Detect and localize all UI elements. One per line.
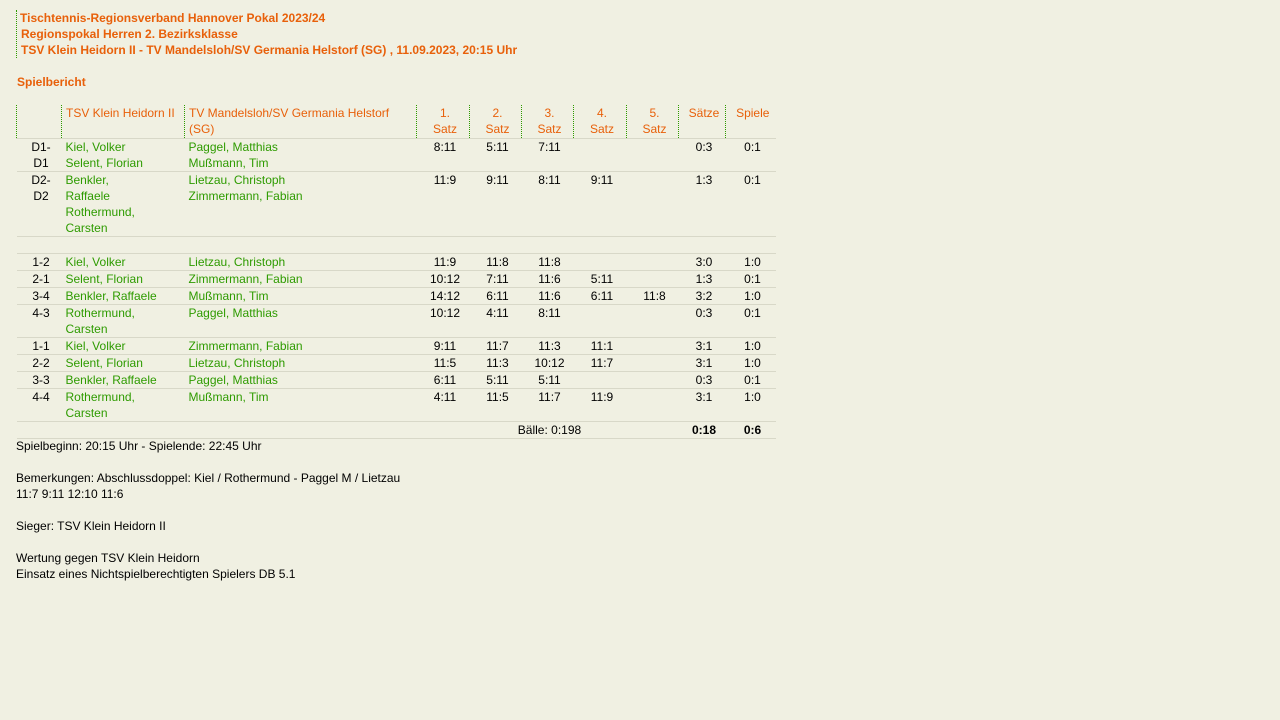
set2-cell: 11:7 bbox=[470, 338, 522, 355]
spiele-total: 0:6 bbox=[726, 422, 776, 439]
set3-cell: 11:6 bbox=[522, 288, 574, 305]
home-player-cell: Kiel, Volker bbox=[62, 338, 185, 355]
set2-cell: 6:11 bbox=[470, 288, 522, 305]
set2-cell: 9:11 bbox=[470, 172, 522, 237]
spiele-cell: 0:1 bbox=[726, 271, 776, 288]
saetze-cell: 0:3 bbox=[679, 139, 726, 172]
spacer-cell bbox=[17, 237, 776, 254]
set5-cell bbox=[627, 338, 679, 355]
table-row bbox=[17, 172, 776, 237]
set1-cell: 10:12 bbox=[417, 271, 470, 288]
pos-cell: D1-D1 bbox=[17, 139, 62, 172]
saetze-cell: 3:1 bbox=[679, 389, 726, 422]
table-row bbox=[17, 288, 776, 305]
set4-cell bbox=[574, 254, 627, 271]
summary-empty-cell bbox=[17, 422, 417, 439]
home-player-cell: Kiel, Volker Selent, Florian bbox=[62, 139, 185, 172]
set1-cell: 14:12 bbox=[417, 288, 470, 305]
set1-cell: 11:9 bbox=[417, 172, 470, 237]
home-player-cell: Selent, Florian bbox=[62, 271, 185, 288]
saetze-total: 0:18 bbox=[679, 422, 726, 439]
set3-cell: 11:3 bbox=[522, 338, 574, 355]
match-times: Spielbeginn: 20:15 Uhr - Spielende: 22:45 Uhr bbox=[16, 439, 262, 453]
rating-line2: Einsatz eines Nichtspielberechtigten Spielers DB 5.1 bbox=[16, 567, 296, 581]
home-player-cell: Benkler, Raffaele Rothermund, Carsten bbox=[62, 172, 185, 237]
table-row bbox=[17, 254, 776, 271]
set1-cell: 6:11 bbox=[417, 372, 470, 389]
set4-cell bbox=[574, 139, 627, 172]
spiele-cell: 1:0 bbox=[726, 338, 776, 355]
saetze-cell: 1:3 bbox=[679, 271, 726, 288]
set4-cell: 6:11 bbox=[574, 288, 627, 305]
home-player-cell: Benkler, Raffaele bbox=[62, 372, 185, 389]
set1-cell: 11:9 bbox=[417, 254, 470, 271]
pos-cell: 3-3 bbox=[17, 372, 62, 389]
saetze-cell: 1:3 bbox=[679, 172, 726, 237]
col-header-pos bbox=[17, 105, 62, 139]
summary-row bbox=[17, 422, 776, 439]
set2-cell: 4:11 bbox=[470, 305, 522, 338]
set3-cell: 7:11 bbox=[522, 139, 574, 172]
set5-cell bbox=[627, 139, 679, 172]
set1-cell: 4:11 bbox=[417, 389, 470, 422]
set2-cell: 7:11 bbox=[470, 271, 522, 288]
pos-cell: 4-4 bbox=[17, 389, 62, 422]
guest-player-cell: Zimmermann, Fabian bbox=[185, 338, 417, 355]
guest-player-cell: Mußmann, Tim bbox=[185, 288, 417, 305]
spiele-cell: 1:0 bbox=[726, 254, 776, 271]
set4-cell: 5:11 bbox=[574, 271, 627, 288]
set3-cell: 11:7 bbox=[522, 389, 574, 422]
set3-cell: 8:11 bbox=[522, 305, 574, 338]
guest-player-cell: Zimmermann, Fabian bbox=[185, 271, 417, 288]
table-row bbox=[17, 139, 776, 172]
pos-cell: 4-3 bbox=[17, 305, 62, 338]
set3-cell: 8:11 bbox=[522, 172, 574, 237]
guest-player-cell: Lietzau, Christoph Zimmermann, Fabian bbox=[185, 172, 417, 237]
table-row bbox=[17, 271, 776, 288]
match-title: TSV Klein Heidorn II - TV Mandelsloh/SV Germania Helstorf (SG) , 11.09.2023, 20:15 Uhr bbox=[21, 43, 518, 57]
match-report-table bbox=[16, 105, 776, 439]
set4-cell: 11:9 bbox=[574, 389, 627, 422]
pos-cell: 2-1 bbox=[17, 271, 62, 288]
pos-cell: 1-1 bbox=[17, 338, 62, 355]
set5-cell bbox=[627, 389, 679, 422]
spiele-cell: 1:0 bbox=[726, 355, 776, 372]
rating-line1: Wertung gegen TSV Klein Heidorn bbox=[16, 551, 200, 565]
col-header-set4: 4. Satz bbox=[574, 105, 627, 139]
guest-player-cell: Paggel, Matthias bbox=[185, 305, 417, 338]
saetze-cell: 3:1 bbox=[679, 338, 726, 355]
table-row bbox=[17, 389, 776, 422]
set5-cell bbox=[627, 271, 679, 288]
report-header bbox=[16, 10, 517, 58]
section-title: Spielbericht bbox=[17, 75, 86, 89]
saetze-cell: 3:0 bbox=[679, 254, 726, 271]
set5-cell bbox=[627, 372, 679, 389]
set4-cell bbox=[574, 305, 627, 338]
col-header-home: TSV Klein Heidorn II bbox=[62, 105, 185, 139]
pos-cell: 3-4 bbox=[17, 288, 62, 305]
guest-player-cell: Paggel, Matthias bbox=[185, 372, 417, 389]
remarks-line1: Bemerkungen: Abschlussdoppel: Kiel / Rothermund - Paggel M / Lietzau bbox=[16, 471, 401, 485]
set3-cell: 10:12 bbox=[522, 355, 574, 372]
set4-cell: 11:1 bbox=[574, 338, 627, 355]
guest-player-cell: Mußmann, Tim bbox=[185, 389, 417, 422]
set5-cell bbox=[627, 254, 679, 271]
home-player-cell: Selent, Florian bbox=[62, 355, 185, 372]
pos-cell: 1-2 bbox=[17, 254, 62, 271]
spiele-cell: 1:0 bbox=[726, 389, 776, 422]
col-header-spiele: Spiele bbox=[726, 105, 776, 139]
pos-cell: 2-2 bbox=[17, 355, 62, 372]
set3-cell: 11:6 bbox=[522, 271, 574, 288]
spiele-cell: 0:1 bbox=[726, 372, 776, 389]
saetze-cell: 0:3 bbox=[679, 305, 726, 338]
set1-cell: 8:11 bbox=[417, 139, 470, 172]
spiele-cell: 0:1 bbox=[726, 305, 776, 338]
balls-total: Bälle: 0:198 bbox=[417, 422, 679, 439]
league-title: Regionspokal Herren 2. Bezirksklasse bbox=[21, 27, 238, 41]
report-footer bbox=[16, 438, 400, 582]
spacer-row bbox=[17, 237, 776, 254]
set3-cell: 5:11 bbox=[522, 372, 574, 389]
set2-cell: 5:11 bbox=[470, 139, 522, 172]
set5-cell bbox=[627, 305, 679, 338]
table-row bbox=[17, 355, 776, 372]
set2-cell: 11:5 bbox=[470, 389, 522, 422]
guest-player-cell: Lietzau, Christoph bbox=[185, 254, 417, 271]
set2-cell: 11:3 bbox=[470, 355, 522, 372]
set2-cell: 5:11 bbox=[470, 372, 522, 389]
home-player-cell: Benkler, Raffaele bbox=[62, 288, 185, 305]
set5-cell bbox=[627, 355, 679, 372]
col-header-saetze: Sätze bbox=[679, 105, 726, 139]
guest-player-cell: Paggel, Matthias Mußmann, Tim bbox=[185, 139, 417, 172]
col-header-set3: 3. Satz bbox=[522, 105, 574, 139]
spiele-cell: 0:1 bbox=[726, 139, 776, 172]
set1-cell: 10:12 bbox=[417, 305, 470, 338]
set4-cell bbox=[574, 372, 627, 389]
winner-text: Sieger: TSV Klein Heidorn II bbox=[16, 519, 166, 533]
set3-cell: 11:8 bbox=[522, 254, 574, 271]
guest-player-cell: Lietzau, Christoph bbox=[185, 355, 417, 372]
saetze-cell: 3:1 bbox=[679, 355, 726, 372]
set1-cell: 11:5 bbox=[417, 355, 470, 372]
spiele-cell: 1:0 bbox=[726, 288, 776, 305]
pos-cell: D2-D2 bbox=[17, 172, 62, 237]
home-player-cell: Rothermund, Carsten bbox=[62, 389, 185, 422]
association-title: Tischtennis-Regionsverband Hannover Pokal 2023/24 bbox=[20, 11, 326, 25]
saetze-cell: 0:3 bbox=[679, 372, 726, 389]
home-player-cell: Kiel, Volker bbox=[62, 254, 185, 271]
set4-cell: 11:7 bbox=[574, 355, 627, 372]
col-header-guest: TV Mandelsloh/SV Germania Helstorf (SG) bbox=[185, 105, 417, 139]
home-player-cell: Rothermund, Carsten bbox=[62, 305, 185, 338]
set4-cell: 9:11 bbox=[574, 172, 627, 237]
set5-cell: 11:8 bbox=[627, 288, 679, 305]
col-header-set1: 1. Satz bbox=[417, 105, 470, 139]
set1-cell: 9:11 bbox=[417, 338, 470, 355]
table-row bbox=[17, 305, 776, 338]
col-header-set2: 2. Satz bbox=[470, 105, 522, 139]
set5-cell bbox=[627, 172, 679, 237]
remarks-line2: 11:7 9:11 12:10 11:6 bbox=[16, 487, 124, 501]
table-row bbox=[17, 338, 776, 355]
spiele-cell: 0:1 bbox=[726, 172, 776, 237]
set2-cell: 11:8 bbox=[470, 254, 522, 271]
saetze-cell: 3:2 bbox=[679, 288, 726, 305]
table-header-row bbox=[17, 105, 776, 139]
col-header-set5: 5. Satz bbox=[627, 105, 679, 139]
table-row bbox=[17, 372, 776, 389]
